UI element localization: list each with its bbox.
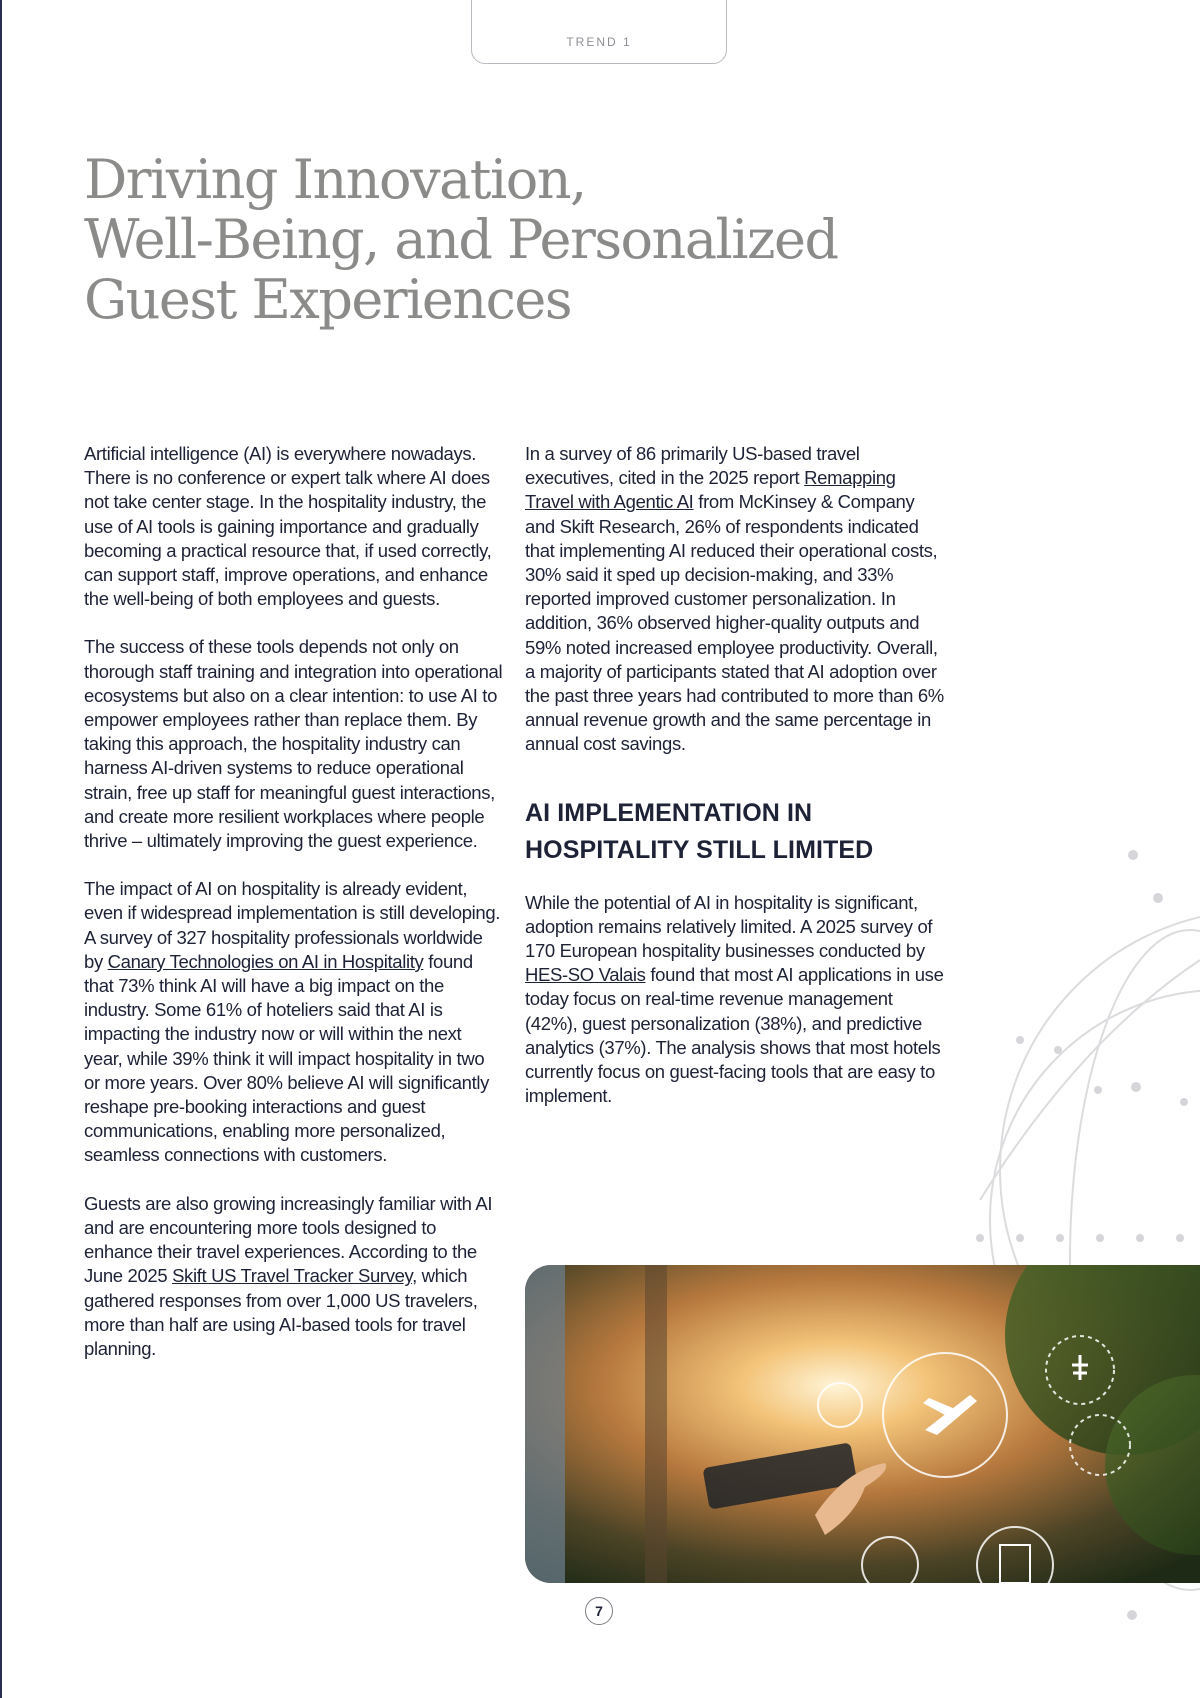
remapping-travel-link[interactable]: Remapping Travel with Agentic AI [525, 467, 896, 513]
title-line: Driving Innovation, [84, 148, 586, 211]
skift-travel-tracker-link[interactable]: Skift US Travel Tracker Survey [172, 1265, 413, 1287]
page-title [84, 150, 984, 330]
canary-technologies-link[interactable]: Canary Technologies on AI in Hospitality [107, 950, 424, 972]
paragraph-text: Guests are also growing increasingly familiar with AI and are encountering more tools designed to enhance their travel experiences. According to the June 2025 [84, 1192, 493, 1287]
hes-so-valais-link[interactable]: HES-SO Valais [525, 964, 646, 986]
paragraph: Artificial intelligence (AI) is everywhere nowadays. There is no conference or expert talk where AI does not take center stage. In the hospitality industry, the use of AI tools is gaining importance and gradually becoming a practical resource that, if used correctly, can support staff, improve operations, and enhance the well-being of both employees and guests. [84, 443, 492, 610]
paragraph [525, 891, 945, 1109]
paragraph-text: In a survey of 86 primarily US-based travel executives, cited in the 2025 report [525, 443, 860, 489]
ai-travel-illustration [525, 1265, 1200, 1583]
left-column [84, 442, 504, 1385]
paragraph [84, 877, 504, 1167]
paragraph [84, 1192, 504, 1361]
title-line: Well-Being, and Personalized [84, 208, 838, 271]
paragraph-text: While the potential of AI in hospitality is significant, adoption remains relatively limited. A 2025 survey of 170 European hospitality businesses conducted by [525, 891, 933, 962]
paragraph-text: from McKinsey & Company and Skift Research, 26% of respondents indicated that implementing AI reduced their operational costs, 30% said it sped up decision-making, and 33% reported improved customer personalization. In addition, 36% observed higher-quality outputs and 59% noted increased employee productivity. Overall, a majority of participants stated that AI adoption over the past three years had contributed to more than 6% annual revenue growth and the same percentage in annual cost savings. [525, 491, 944, 755]
paragraph-text: The impact of AI on hospitality is already evident, even if widespread implementation is still developing. A survey of 327 hospitality professionals worldwide by [84, 878, 501, 972]
section-heading [525, 795, 945, 869]
left-edge-rule [0, 0, 2, 1698]
trend-label: TREND 1 [566, 35, 632, 49]
paragraph-text: found that 73% think AI will have a big impact on the industry. Some 61% of hoteliers said that AI is impacting the industry now or will within the next year, while 39% think it will impact hospitality in two or more years. Over 80% believe AI will significantly reshape pre-booking interactions and guest communications, enabling more personalized, seamless connections with customers. [84, 950, 490, 1166]
paragraph-text: , which gathered responses from over 1,000 US travelers, more than half are using AI-based tools for travel planning. [84, 1265, 478, 1359]
paragraph [525, 442, 945, 757]
title-line: Guest Experiences [84, 268, 572, 331]
paragraph-text: found that most AI applications in use today focus on real-time revenue management (42%), guest personalization (38%), and predictive analytics (37%). The analysis shows that most hotels currently focus on guest-facing tools that are easy to implement. [525, 964, 944, 1107]
heading-line: HOSPITALITY STILL LIMITED [525, 835, 874, 864]
paragraph: The success of these tools depends not only on thorough staff training and integration into operational ecosystems but also on a clear intention: to use AI to empower employees rather than replace them. By taking this approach, the hospitality industry can harness AI-driven systems to reduce operational strain, free up staff for meaningful guest interactions, and create more resilient workplaces where people thrive – ultimately improving the guest experience. [84, 636, 503, 852]
page-number: 7 [585, 1597, 613, 1625]
heading-line: AI IMPLEMENTATION IN [525, 798, 813, 827]
trend-tab [471, 0, 727, 64]
ai-travel-photo [525, 1265, 1200, 1583]
right-column [525, 442, 945, 1132]
